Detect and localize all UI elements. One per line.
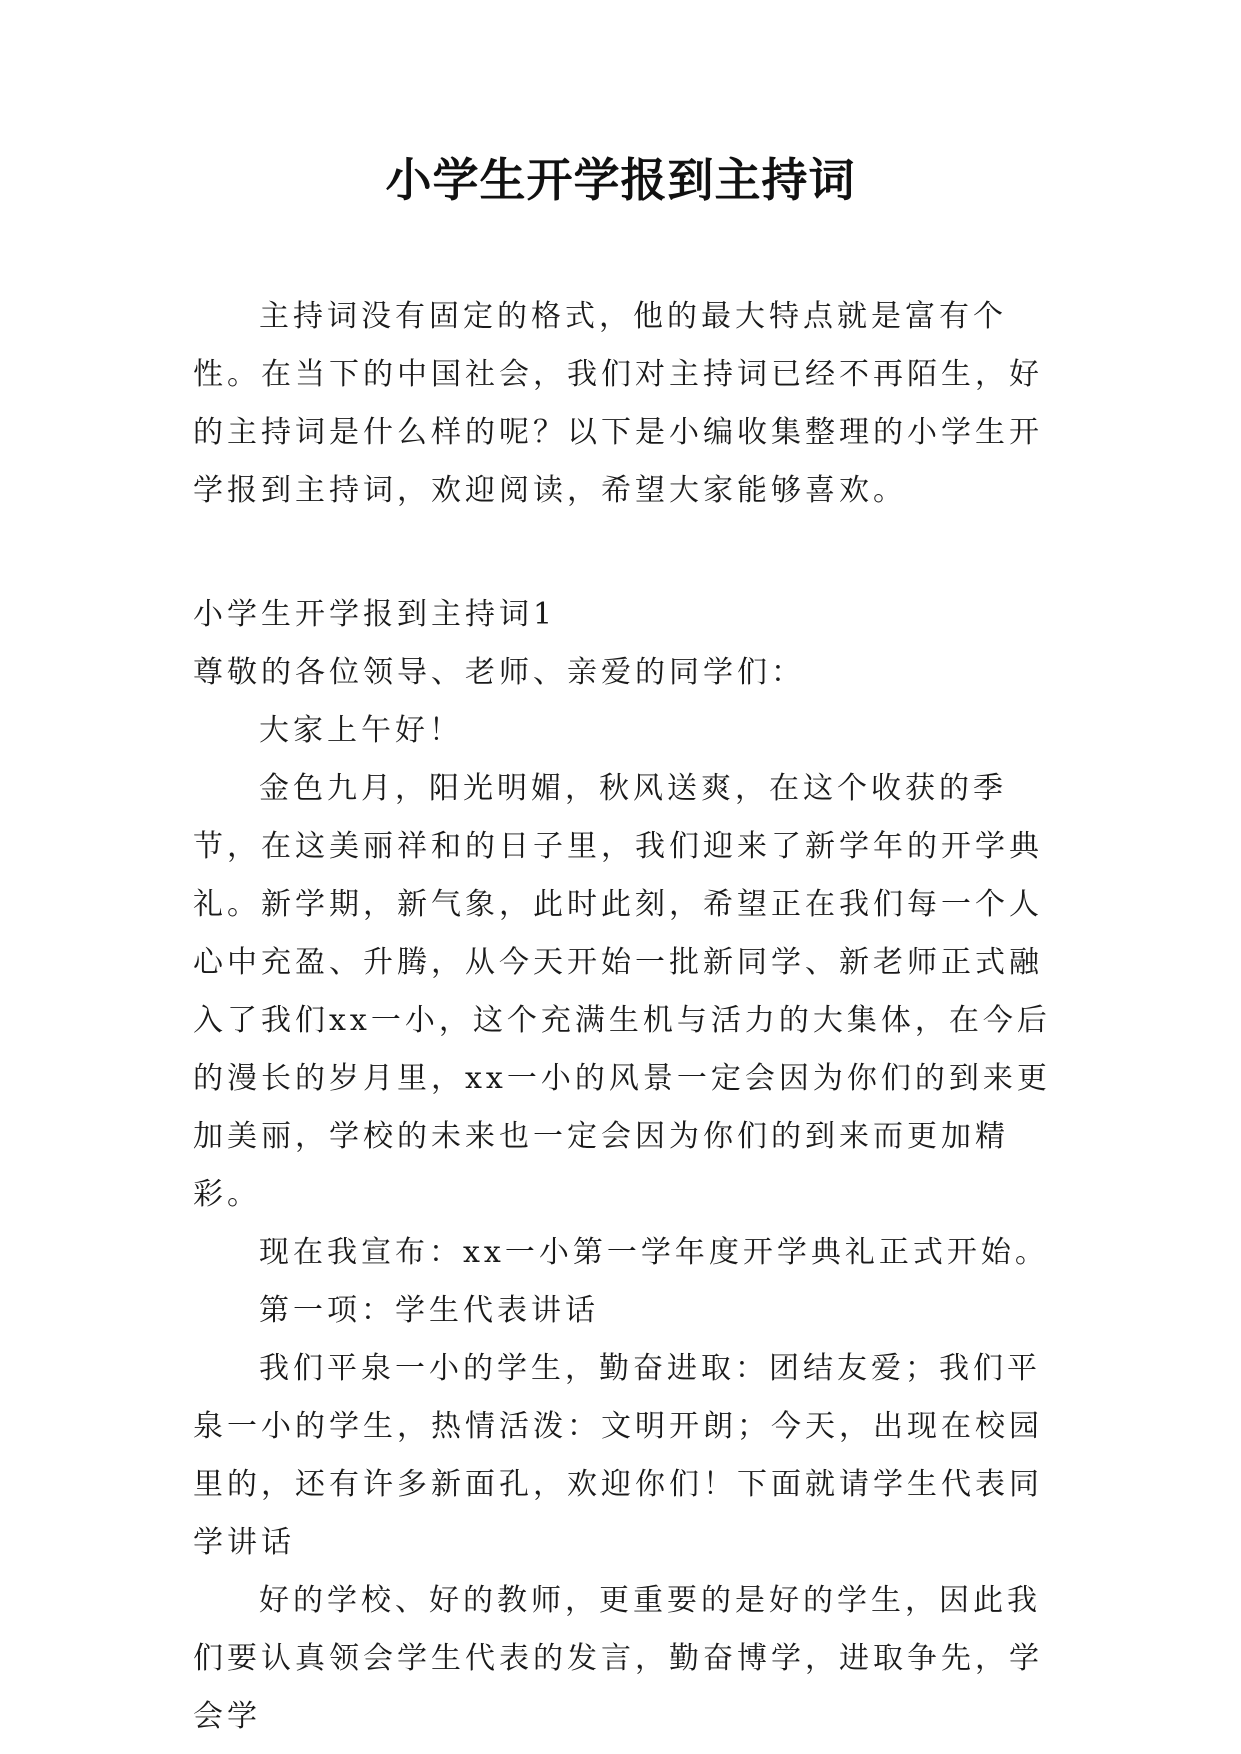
section-block <box>193 586 1063 1746</box>
body-paragraph: 第一项：学生代表讲话 <box>259 1293 599 1328</box>
body-paragraph: 我们平泉一小的学生，勤奋进取：团结友爱；我们平泉一小的学生，热情活泼：文明开朗；今天，出现在校园里的，还有许多新面孔，欢迎你们！下面就请学生代表同学讲话 <box>193 1351 1043 1560</box>
body-paragraph: 好的学校、好的教师，更重要的是好的学生，因此我们要认真领会学生代表的发言，勤奋博学，进取争先，学会学 <box>193 1583 1043 1734</box>
intro-block <box>193 288 1063 520</box>
salutation: 尊敬的各位领导、老师、亲爱的同学们： <box>193 655 805 690</box>
body-paragraph: 大家上午好！ <box>259 713 463 748</box>
body-paragraph: 现在我宣布：xx一小第一学年度开学典礼正式开始。 <box>259 1235 1049 1270</box>
document-title: 小学生开学报到主持词 <box>385 153 856 207</box>
intro-paragraph: 主持词没有固定的格式，他的最大特点就是富有个性。在当下的中国社会，我们对主持词已经不再陌生，好的主持词是什么样的呢？以下是小编收集整理的小学生开学报到主持词，欢迎阅读，希望大家能够喜欢。 <box>193 299 1043 508</box>
section-heading: 小学生开学报到主持词1 <box>193 597 557 632</box>
body-paragraph: 金色九月，阳光明媚，秋风送爽，在这个收获的季节，在这美丽祥和的日子里，我们迎来了新学年的开学典礼。新学期，新气象，此时此刻，希望正在我们每一个人心中充盈、升腾，从今天开始一批新同学、新老师正式融入了我们xx一小，这个充满生机与活力的大集体，在今后的漫长的岁月里，xx一小的风景一定会因为你们的到来更加美丽，学校的未来也一定会因为你们的到来而更加精彩。 <box>193 771 1051 1212</box>
